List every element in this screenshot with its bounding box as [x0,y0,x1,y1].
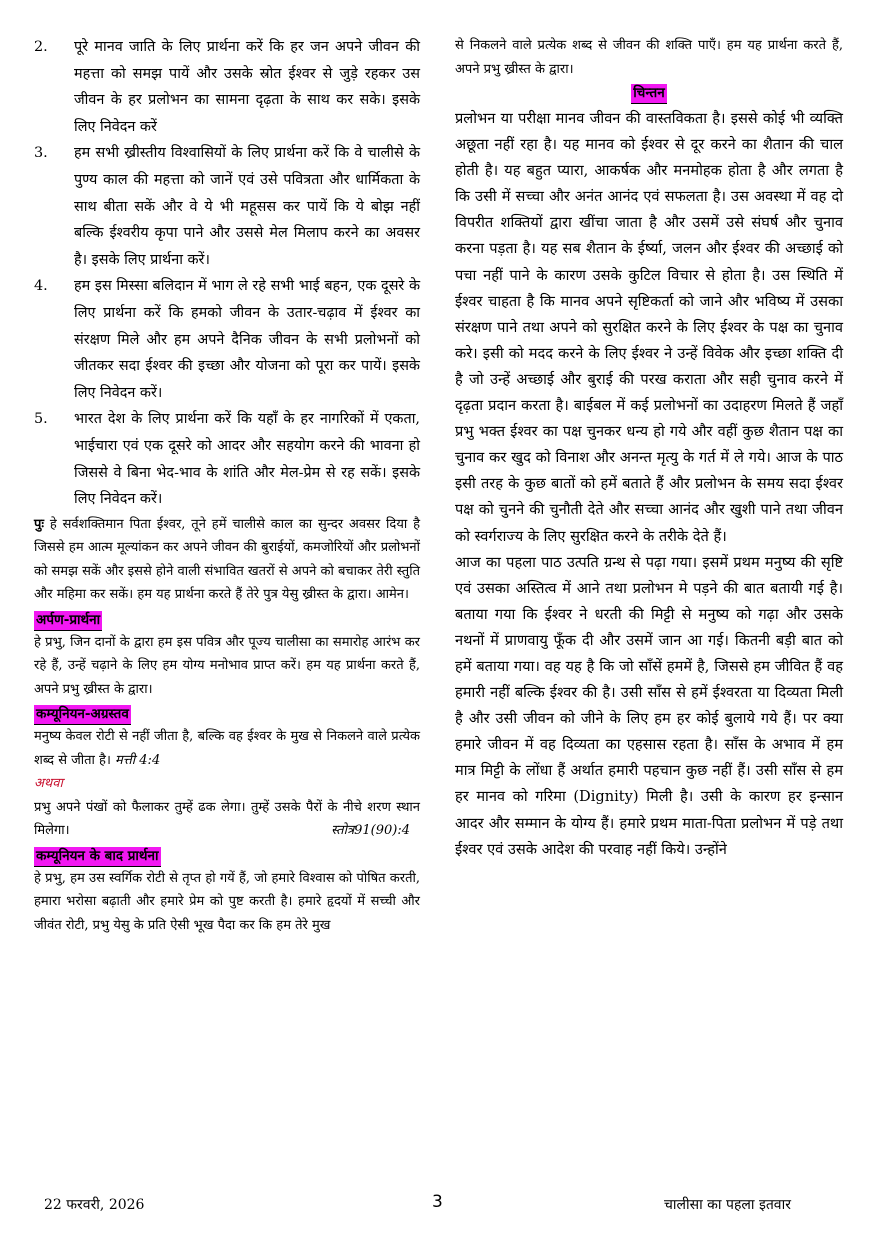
right-column [455,34,843,863]
item-text: भारत देश के लिए प्रार्थना करें कि यहाँ के हर नागरिकों में एकता, भाईचारा एवं एक दूसरे को आदर और सहयोग करने की भावना हो जिससे वे बिना भेद-भाव के शांति और मेल-प्रेम से रह सकें। इसके लिए निवेदन करें। [74,411,420,508]
communion-text: मनुष्य केवल रोटी से नहीं जीता है, बल्कि वह ईश्वर के मुख से निकलने वाले प्रत्येक शब्द से जीता है। [34,729,420,768]
communion-alt [34,796,420,843]
priest-prayer [34,513,420,607]
item-text: हम सभी ख्रीस्तीय विश्वासियों के लिए प्रार्थना करें कि वे चालीसे के पुण्य काल की महत्ता को जानें एवं उसे पवित्रता और धार्मिकता के साथ बीता सकें और वे ये भी महूसस कर पायें कि ये बोझ नहीं बल्कि ईश्वरीय कृपा पाने और उससे मेल मिलाप करने का अवसर है। इसके लिए प्रार्थना करें। [74,145,420,268]
or-label: अथवा [34,776,63,792]
offering-text: हे प्रभु, जिन दानों के द्वारा हम इस पवित्र और पूज्य चालीसा का समारोह आरंभ कर रहे हैं, उन्हें चढ़ाने के लिए हम योग्य मनोभाव प्राप्त करें। हम यह प्रार्थना करते हैं, अपने प्रभु ख्रीस्त के द्वारा। [34,634,420,697]
prayer-continuation: से निकलने वाले प्रत्येक शब्द से जीवन की शक्ति पाएँ। हम यह प्रार्थना करते हैं, अपने प्रभु ख्रीस्त के द्वारा। [455,38,843,77]
intercession-item [34,406,420,512]
item-number: 4. [34,278,48,295]
item-text: हम इस मिस्सा बलिदान में भाग ले रहे सभी भाई बहन, एक दूसरे के लिए प्रार्थना करें कि हमको जीवन के उतार-चढ़ाव में ईश्वर का संरक्षण मिले और हम अपने दैनिक जीवन के सभी प्रलोभनों को जीतकर सदा ईश्वर की इच्छा और योजना को पूरा कर पायें। इसके लिए निवेदन करें। [74,278,420,401]
intercession-item [34,34,420,140]
priest-label: पुः [34,516,45,532]
intercession-item [34,140,420,273]
item-number: 5. [34,411,48,428]
post-communion-heading: कम्यूनियन के बाद प्रार्थना [34,847,161,867]
reflection-paragraph: आज का पहला पाठ उत्पति ग्रन्थ से पढ़ा गया। इसमें प्रथम मनुष्य की सृष्टि एवं उसका अस्तित्व में आने तथा प्रलोभन मे पड़ने की बात बतायी गई है। बताया गया कि ईश्वर ने धरती की मिट्टी से मनुष्य को गढ़ा और उसके नथनों में प्राणवायु फूँक दी और उसमें जान आ गई। कितनी बड़ी बात को हमें बताया गया। वह यह है कि जो साँसें हममें है, जिससे हम जीवित हैं वह हमारी नहीं बल्कि ईश्वर की है। उसी साँस से हमें ईश्वरता या दिव्यता मिली है और उसी जीवन को जीने के लिए हम हर कोई बुलाये गये हैं। पर क्या हमारे जीवन में वह दिव्यता का एहसास रहता है। साँस के अभाव में हम मात्र मिट्टी के लोंधा हैं अर्थात हमारी पहचान कुछ नहीं हैं। उसी साँस से हम हर मानव को गरिमा (Dignity) मिली है। उसी के कारण हर इन्सान आदर और सम्मान के योग्य हैं। हमारे प्रथम माता-पिता प्रलोभन में पड़े तथा ईश्वर एवं उसके आदेश की परवाह नहीं किये। उन्होंने [455,553,843,858]
communion-alt-reference: स्तोत्र91(90):4 [331,823,410,839]
intercession-item [34,273,420,406]
offering-heading: अर्पण-प्रार्थना [34,611,102,631]
page-number: 3 [432,1192,443,1212]
communion-heading: कम्यूनियन-अग्रस्तव [34,705,131,725]
footer-date: 22 फरवरी, 2026 [44,1197,145,1213]
reflection-heading: चिन्तन [631,84,666,104]
footer-title: चालीसा का पहला इतवार [664,1197,791,1213]
communion-alt-text: प्रभु अपने पंखों को फैलाकर तुम्हें ढक लेगा। तुम्हें उसके पैरों के नीचे शरण स्थान मिलेगा। [34,799,420,839]
item-text: पूरे मानव जाति के लिए प्रार्थना करें कि हर जन अपने जीवन की महत्ता को समझ पायें और उसके स्रोत ईश्वर से जुड़े रहकर उस जीवन के हर प्रलोभन का सामना दृढ़ता के साथ कर सके। इसके लिए निवेदन करें [74,39,420,135]
item-number: 2. [34,39,48,55]
post-communion-text: हे प्रभु, हम उस स्वर्गिक रोटी से तृप्त हो गयें हैं, जो हमारे विश्वास को पोषित करती, हमारा भरोसा बढ़ाती और हमारे प्रेम को पुष्ट करती है। हमारे हृदयों में सच्ची और जीवंत रोटी, प्रभु येसु के प्रति ऐसी भूख पैदा कर कि हम तेरे मुख [34,870,420,933]
priest-text: हे सर्वशक्तिमान पिता ईश्वर, तूने हमें चालीसे काल का सुन्दर अवसर दिया है जिससे हम आत्म मूल्यांकन कर अपने जीवन की बुराईयों, कमजोरियों और प्रलोभनों को समझ सकें और इससे होने वाली संभावित खतरों से अपने को बचाकर तेरी स्तुति और महिमा कर सकें। हम यह प्रार्थना करते हैं तेरे पुत्र येसु ख्रीस्त के द्वारा। आमेन। [34,516,420,603]
left-column [34,34,420,937]
communion-reference: मत्ती 4:4 [115,752,161,768]
item-number: 3. [34,145,48,162]
reflection-paragraph: प्रलोभन या परीक्षा मानव जीवन की वास्तविकता है। इससे कोई भी व्यक्ति अछूता नहीं रहा है। यह मानव को ईश्वर से दूर करने का शैतान की चाल होती है। यह बहुत प्यारा, आकर्षक और मनमोहक होता है और लगता है कि उसी में सच्चा और अनंत आनंद एवं सफलता है। उस अवस्था में वह दो विपरीत शक्तियों द्वारा खींचा जाता है और उसमें उसे संघर्ष और चुनाव करना पड़ता है। यह सब शैतान के ईर्ष्या, जलन और ईश्वर की अच्छाई को पचा नहीं पाने के कारण उसके कुटिल विचार से होता है। उस स्थिति में ईश्वर चाहता है कि मानव अपने सृष्टिकर्ता को जाने और भविष्य में उसका संरक्षण पाने तथा अपने को सुरक्षित करने के लिए ईश्वर के पक्ष का चुनाव करे। इसी को मदद करने के लिए ईश्वर ने उन्हें विवेक और इच्छा शक्ति दी है जो उन्हें अच्छाई और बुराई की परख कराता और सही चुनाव करने में दृढ़ता प्रदान करता है। बाईबल में कई प्रलोभनों का उदाहरण मिलते हैं जहाँ प्रभु भक्त ईश्वर का पक्ष चुनकर धन्य हो गये और वहीं कुछ शैतान पक्ष का चुनाव कर खुद को विनाश और अनन्त मृत्यु के गर्त में ले गये। आज के पाठ इसी तरह के कुछ बातों को हमें बताते हैं और प्रलोभन के समय सदा ईश्वर पक्ष को चुनने की चुनौती देते और सच्चा आनंद और खुशी पाने तथा जीवन को स्वर्गराज्य के लिए सुरक्षित करने के तरीके देते हैं। [455,110,843,545]
communion-antiphon [34,725,420,772]
